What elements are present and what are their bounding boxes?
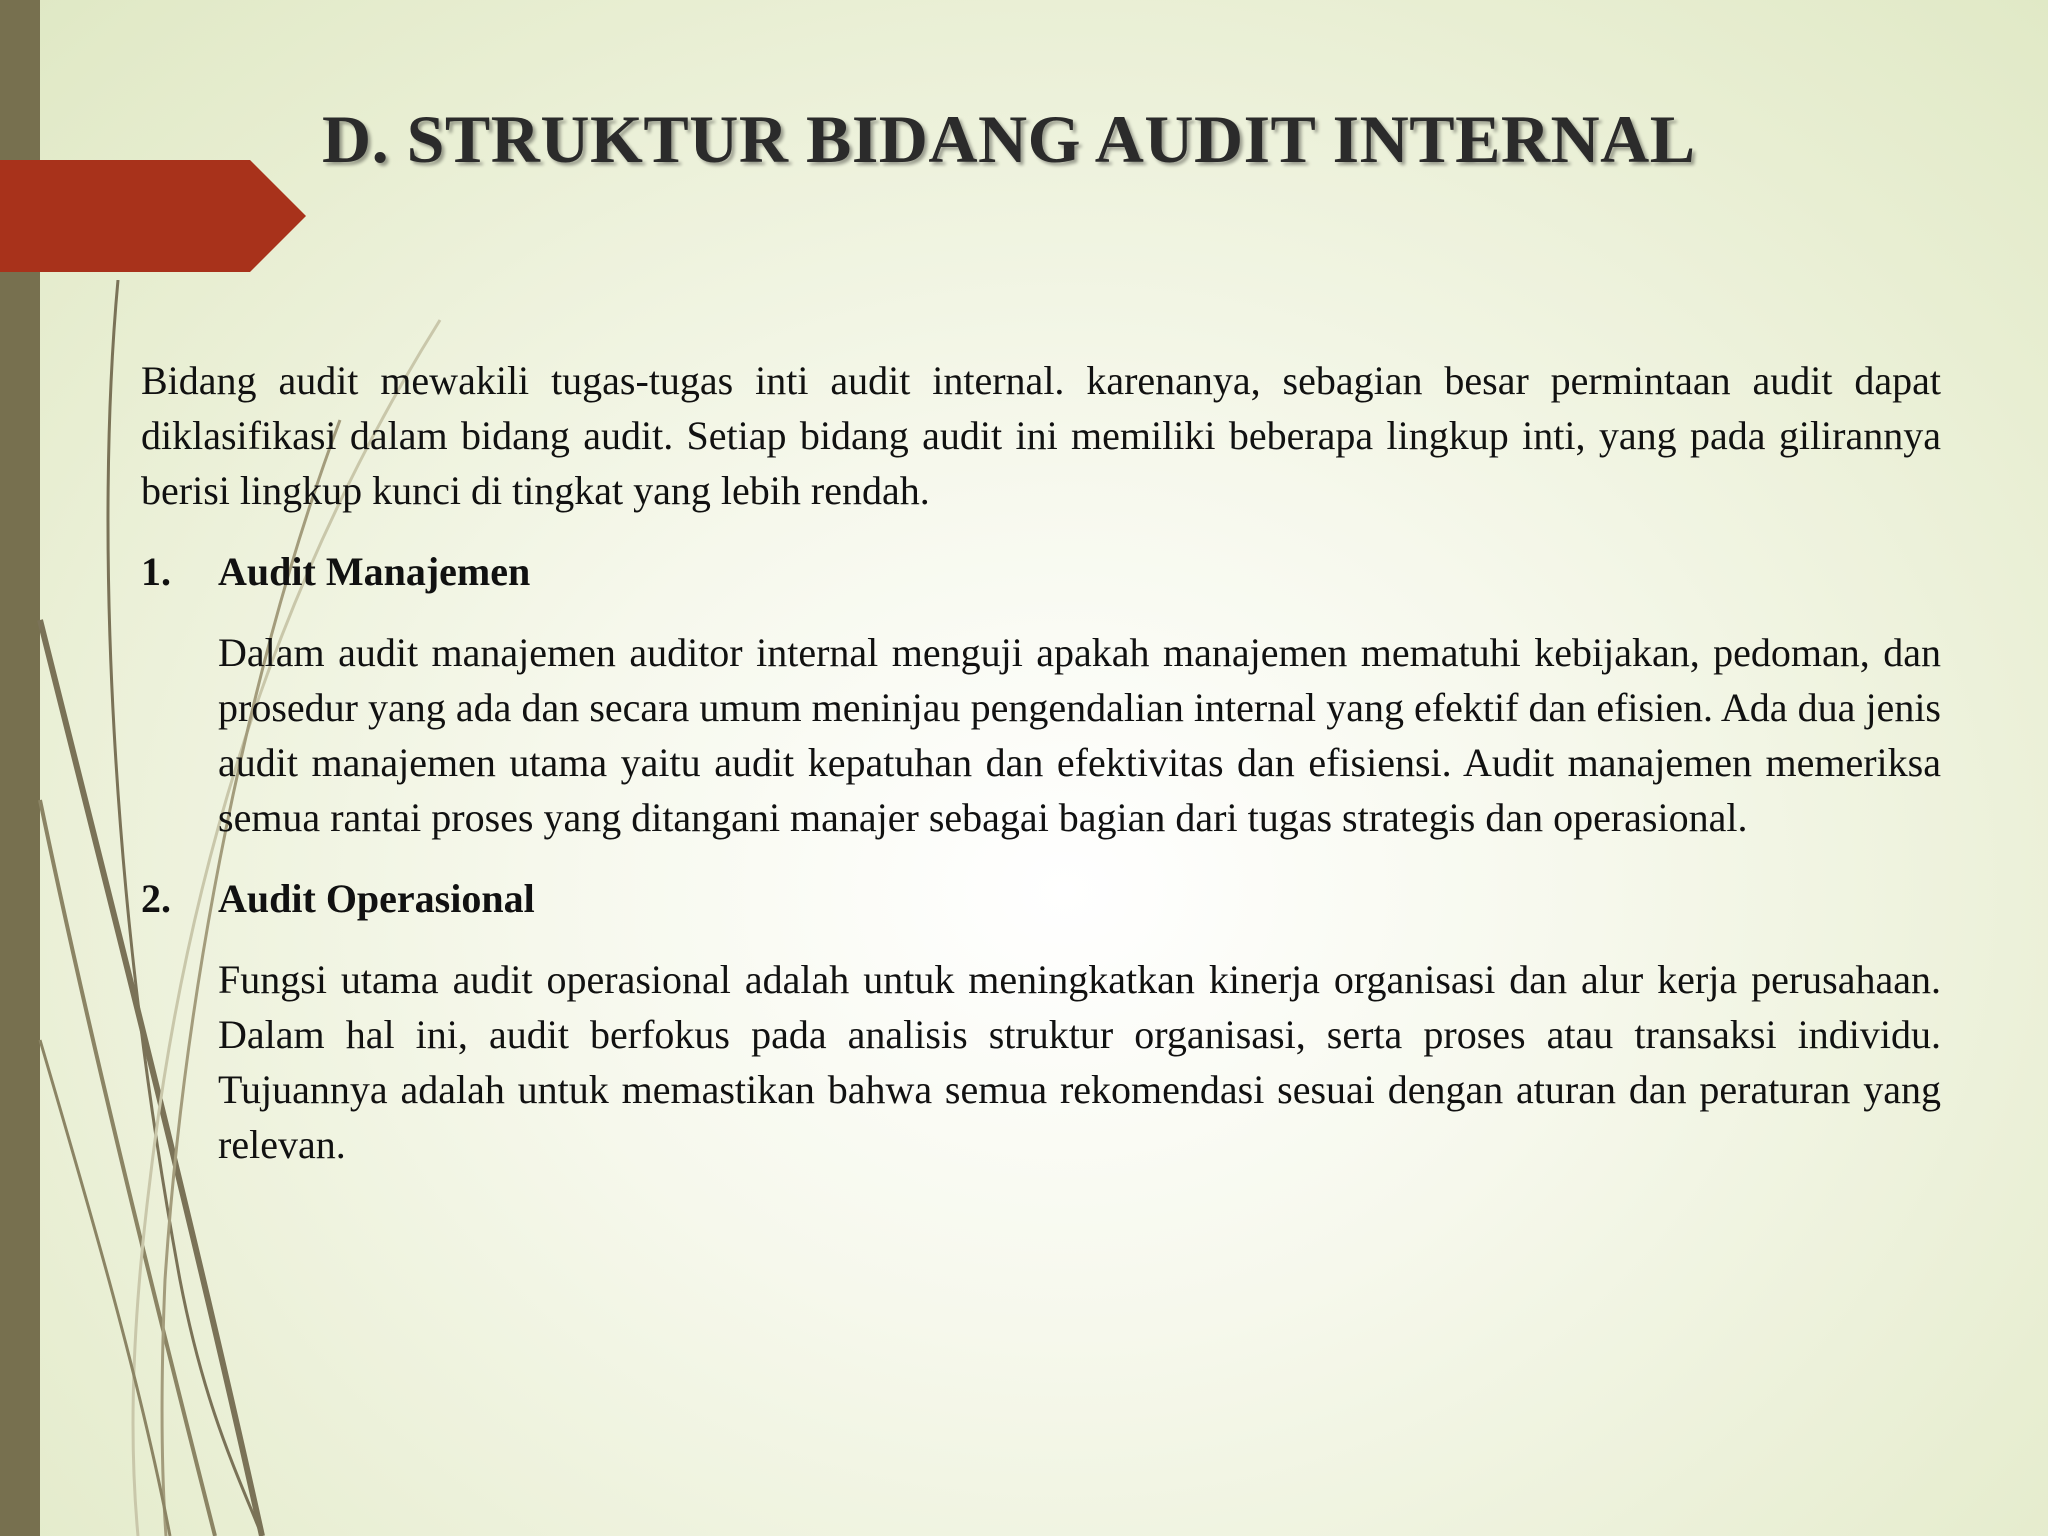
section-body-audit-operasional: Fungsi utama audit operasional adalah untuk meningkatkan kinerja organisasi dan alur kerja perusahaan. Dalam hal ini, audit berfokus pada analisis struktur organisasi, serta proses atau transaksi individu. Tujuannya adalah untuk memastikan bahwa semua rekomendasi sesuai dengan aturan dan peraturan yang relevan.	[218, 957, 1941, 1167]
section-heading-text: Audit Manajemen	[218, 549, 531, 594]
red-arrow-tab	[0, 160, 306, 272]
slide-title: D. STRUKTUR BIDANG AUDIT INTERNAL	[322, 101, 1696, 177]
section-heading-text: Audit Operasional	[218, 876, 535, 921]
section-number: 2.	[141, 876, 171, 921]
section-number: 1.	[141, 549, 171, 594]
section-heading-audit-operasional	[141, 871, 1941, 926]
section-body-audit-manajemen: Dalam audit manajemen auditor internal menguji apakah manajemen mematuhi kebijakan, pedoman, dan prosedur yang ada dan secara umum meninjau pengendalian internal yang efektif dan efisien. Ada dua jenis audit manajemen utama yaitu audit kepatuhan dan efektivitas dan efisiensi. Audit manajemen memeriksa semua rantai proses yang ditangani manajer sebagai bagian dari tugas strategis dan operasional.	[218, 630, 1941, 840]
slide-content	[141, 353, 1941, 1198]
section-heading-audit-manajemen	[141, 544, 1941, 599]
intro-paragraph: Bidang audit mewakili tugas-tugas inti audit internal. karenanya, sebagian besar permintaan audit dapat diklasifikasi dalam bidang audit. Setiap bidang audit ini memiliki beberapa lingkup inti, yang pada gilirannya berisi lingkup kunci di tingkat yang lebih rendah.	[141, 358, 1941, 513]
